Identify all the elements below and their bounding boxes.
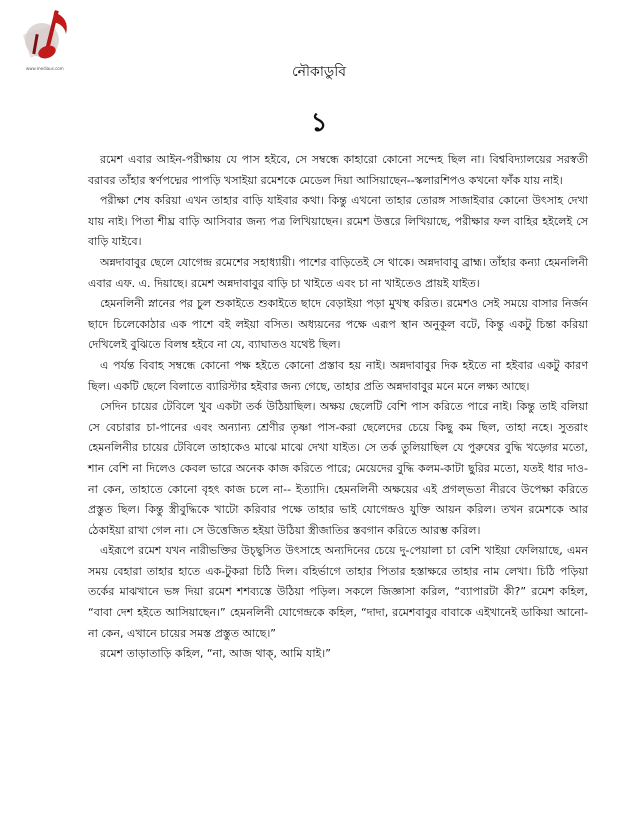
paragraph: রমেশ তাড়াতাড়ি কহিল, “না, আজ থাক্, আমি যাই।” (100, 647, 331, 661)
chapter-number: ১ (310, 108, 328, 138)
paragraph: সেদিন চায়ের টেবিলে খুব একটা তর্ক উঠিয়াছিল। অক্ষয় ছেলেটি বেশি পাস করিতে পারে নাই। কিন্তু তাই বলিয়া সে বেচারার চা-পানের এবং অন্যান্য শ্রেণীর তৃষ্ণা পাস-করা ছেলেদের চেয়ে কিছু কম ছিল, তাহা নহে। সুতরাং হেমনলিনীর চায়ের টেবিলে তাহাকেও মাঝে মাঝে দেখা যাইত। সে তর্ক তুলিয়াছিল যে পুরুষের বুদ্ধি খড়্গের মতো, শান বেশি না দিলেও কেবল ভারে অনেক কাজ করিতে পারে; মেয়েদের বুদ্ধি কলম-কাটা ছুরির মতো, যতই ধার দাও-না কেন, তাহাতে কোনো বৃহৎ কাজ চলে না-- ইত্যাদি। হেমনলিনী অক্ষয়ের এই প্রগল্ভতা নীরবে উপেক্ষা করিতে প্রস্তুত ছিল। কিন্তু স্ত্রীবুদ্ধিকে খাটো করিবার পক্ষে তাহার ভাই যোগেন্দ্রও যুক্তি আয়ন করিল। তখন রমেশকে আর ঠেকাইয়া রাখা গেল না। সে উত্তেজিত হইয়া উঠিয়া স্ত্রীজাতির স্তবগান করিতে আরম্ভ করিল। (88, 400, 588, 537)
paragraph: রমেশ এবার আইন-পরীক্ষায় যে পাস হইবে, সে সম্বন্ধে কাহারো কোনো সন্দেহ ছিল না। বিশ্ববিদ্যালয়ের সরস্বতী বরাবর তাঁহার স্বর্ণপদ্মের পাপড়ি খসাইয়া রমেশকে মেডেল দিয়া আসিয়াছেন--স্কলারশিপও কখনো ফাঁক যায় নাই। (88, 153, 588, 187)
body-text (88, 150, 588, 665)
book-title: নৌকাডুবি (292, 64, 346, 80)
paragraph: এ পর্যন্ত বিবাহ সম্বন্ধে কোনো পক্ষ হইতে কোনো প্রস্তাব হয় নাই। অন্নদাবাবুর দিক হইতে না হইবার একটু কারণ ছিল। একটি ছেলে বিলাতে ব্যারিস্টার হইবার জন্য গেছে, তাহার প্রতি অন্নদাবাবুর মনে মনে লক্ষ্য আছে। (88, 358, 588, 393)
paragraph: পরীক্ষা শেষ করিয়া এখন তাহার বাড়ি যাইবার কথা। কিন্তু এখনো তাহার তোরঙ্গ সাজাইবার কোনো উৎসাহ দেখা যায় নাই। পিতা শীঘ্র বাড়ি আসিবার জন্য পত্র লিখিয়াছেন। রমেশ উত্তরে লিখিয়াছে, পরীক্ষার ফল বাহির হইলেই সে বাড়ি যাইবে। (88, 194, 588, 249)
paragraph: অন্নদাবাবুর ছেলে যোগেন্দ্র রমেশের সহাধ্যায়ী। পাশের বাড়িতেই সে থাকে। অন্নদাবাবু ব্রাহ্ম। তাঁহার কন্যা হেমনলিনী এবার এফ. এ. দিয়াছে। রমেশ অন্নদাবাবুর বাড়ি চা খাইতে এবং চা না খাইতেও প্রায়ই যাইত। (88, 255, 588, 290)
logo-url: www.mediaus.com (26, 66, 64, 71)
paragraph: হেমনলিনী স্নানের পর চুল শুকাইতে শুকাইতে ছাদে বেড়াইয়া পড়া মুখস্থ করিত। রমেশও সেই সময়ে বাসার নির্জন ছাদে চিলেকোঠার এক পাশে বই লইয়া বসিত। অধ্যয়নের পক্ষে এরূপ স্থান অনুকূল বটে, কিন্তু একটু চিন্তা করিয়া দেখিলেই বুঝিতে বিলম্ব হইবে না যে, ব্যাঘাতও যথেষ্ট ছিল। (88, 297, 588, 352)
paragraph: এইরূপে রমেশ যখন নারীভক্তির উচ্ছ্বসিত উৎসাহে অন্যদিনের চেয়ে দু-পেয়ালা চা বেশি খাইয়া ফেলিয়াছে, এমন সময় বেহারা তাহার হাতে এক-টুকরা চিঠি দিল। বহির্ভাগে তাহার পিতার হস্তাক্ষরে তাহার নাম লেখা। চিঠি পড়িয়া তর্কের মাঝখানে ভঙ্গ দিয়া রমেশ শশব্যস্তে উঠিয়া পড়িল। সকলে জিজ্ঞাসা করিল, “ব্যাপারটা কী?” রমেশ কহিল, “বাবা দেশ হইতে আসিয়াছেন।” হেমনলিনী যোগেন্দ্রকে কহিল, “দাদা, রমেশবাবুর বাবাকে এইখানেই ডাকিয়া আনো-না কেন, এখানে চায়ের সমস্ত প্রস্তুত আছে।” (88, 544, 588, 640)
